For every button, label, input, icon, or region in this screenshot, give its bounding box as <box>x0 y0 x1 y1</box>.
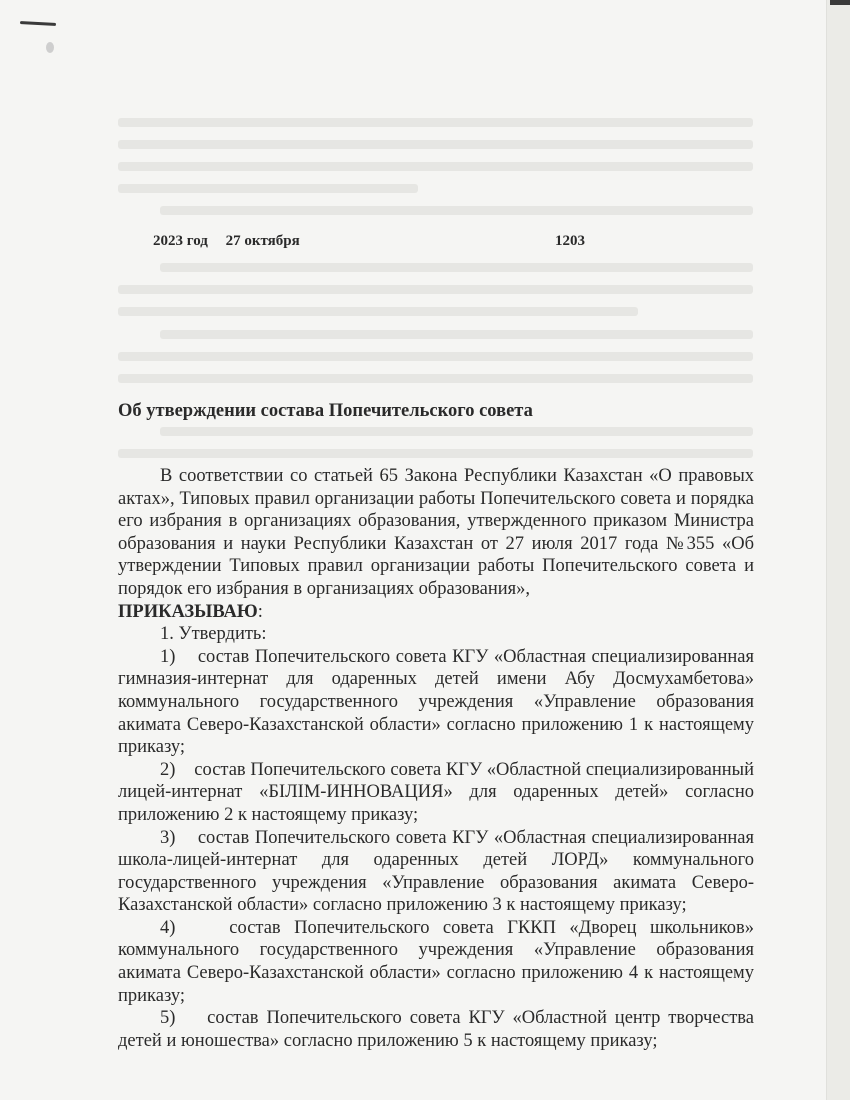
clause-1-heading: 1. Утвердить: <box>160 624 267 645</box>
item-number: 2) <box>160 759 176 780</box>
order-number: 1203 <box>555 233 585 249</box>
preamble-paragraph: В соответствии со статьей 65 Закона Республики Казахстан «О правовых актах», Типовых правил организации работы Попечительского совета и порядка его избрания в организациях образования, утвержденного приказом Министра образования и науки Республики Казахстан от 27 июля 2017 года №355 «Об утверждении Типовых правил организации работы Попечительского совета и порядок его избрания в организациях образования», <box>118 466 754 599</box>
scan-edge-strip <box>826 0 850 1100</box>
list-item <box>118 759 754 827</box>
order-directive <box>118 601 754 624</box>
scan-artifact-mark <box>20 21 56 26</box>
item-text: состав Попечительского совета ГККП «Дворец школьников» коммунального государственного учреждения «Управление образования акимата Северо-Казахстанской области» согласно приложению 4 к настоящему приказу; <box>118 917 755 1006</box>
order-colon: : <box>257 601 263 622</box>
order-header <box>153 233 585 250</box>
item-text: состав Попечительского совета КГУ «Областной специализированный лицей-интернат «БІЛІМ-ИННОВАЦИЯ» для одаренных детей» согласно приложению 2 к настоящему приказу; <box>118 759 754 825</box>
item-text: состав Попечительского совета КГУ «Областная специализированная гимназия-интернат для одаренных детей имени Абу Досмухамбетова» коммунального государственного учреждения «Управление образования акимата Северо-Казахстанской области» согласно приложению 1 к настоящему приказу; <box>118 646 755 758</box>
scan-artifact-smudge <box>46 42 54 53</box>
item-number: 5) <box>160 1008 176 1029</box>
document-title: Об утверждении состава Попечительского совета <box>118 401 533 421</box>
item-number: 1) <box>160 646 176 667</box>
order-date <box>153 233 300 250</box>
item-text: состав Попечительского совета КГУ «Областная специализированная школа-лицей-интернат для одаренных детей ЛОРД» коммунального государственного учреждения «Управление образования акимата Северо-Казахстанской области» согласно приложению 3 к настоящему приказу; <box>118 827 755 916</box>
item-number: 3) <box>160 827 176 848</box>
document-body <box>118 465 754 1052</box>
order-word: ПРИКАЗЫВАЮ <box>118 601 258 622</box>
list-item <box>118 1007 754 1052</box>
list-item <box>118 827 754 917</box>
order-day-month: 27 октября <box>225 233 300 249</box>
list-item <box>118 646 754 759</box>
scan-edge-corner <box>830 0 850 5</box>
item-number: 4) <box>160 917 176 938</box>
item-text: состав Попечительского совета КГУ «Областной центр творчества детей и юношества» согласно приложению 5 к настоящему приказу; <box>118 1008 755 1051</box>
list-item <box>118 917 754 1007</box>
order-year: 2023 год <box>153 233 208 249</box>
